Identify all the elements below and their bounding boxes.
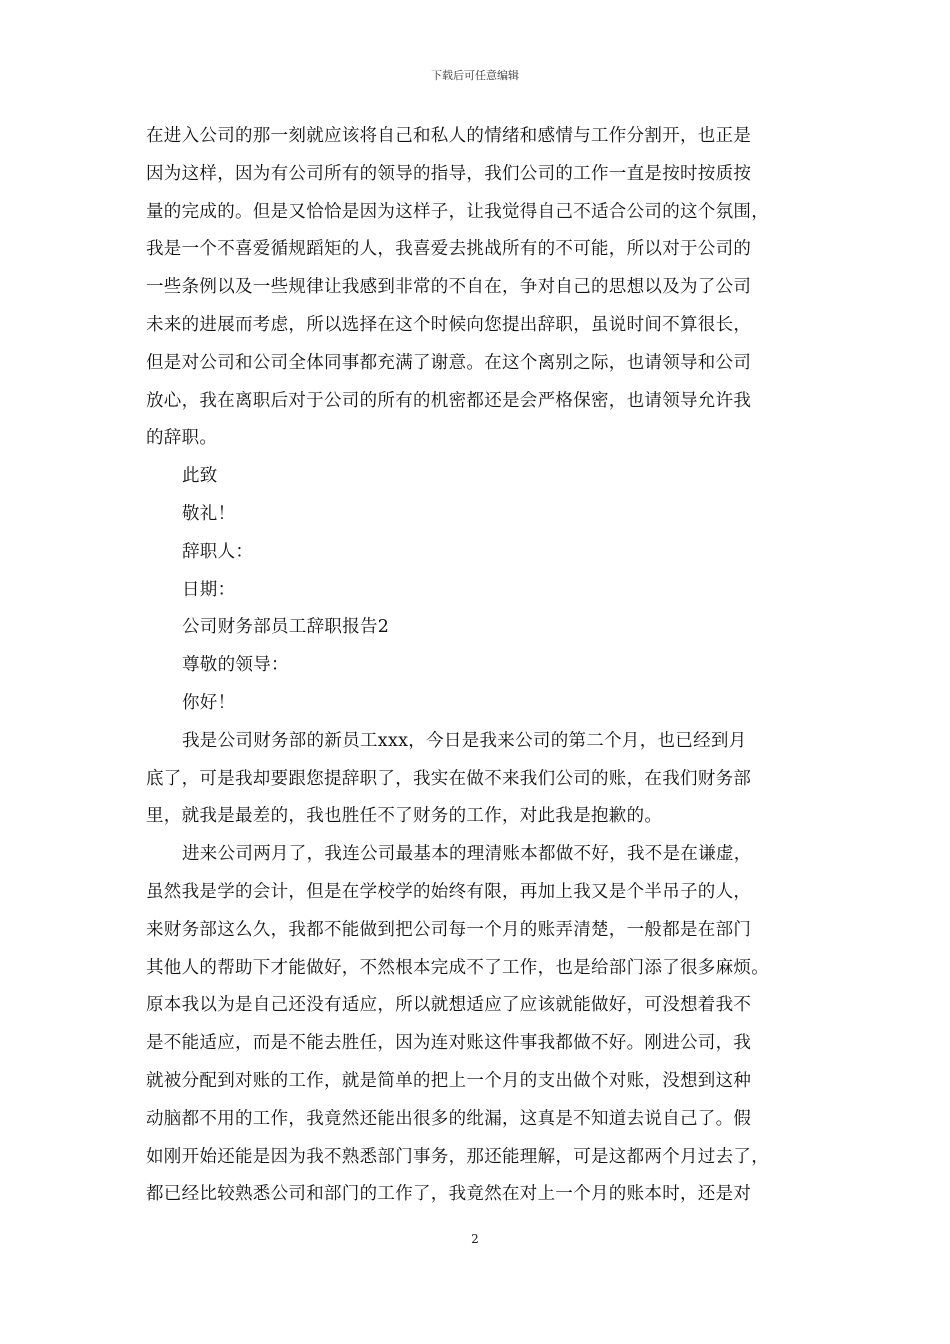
date-label: 日期：: [182, 579, 236, 600]
text-line: 因为这样，因为有公司所有的领导的指导，我们公司的工作一直是按时按质按: [146, 163, 752, 184]
text-line: 进来公司两月了，我连公司最基本的理清账本都做不好，我不是在谦虚，: [182, 844, 752, 865]
text-line: 动脑都不用的工作，我竟然还能出很多的纰漏，这真是不知道去说自己了。假: [146, 1108, 752, 1129]
text-line: 我是公司财务部的新员工xxx，今日是我来公司的第二个月，也已经到月: [182, 730, 747, 751]
text-line: 虽然我是学的会计，但是在学校学的始终有限，再加上我又是个半吊子的人，: [146, 881, 752, 902]
page-header: 下载后可任意编辑: [431, 69, 519, 82]
closing-regards: 敬礼！: [182, 503, 236, 524]
text-line: 的辞职。: [146, 428, 218, 449]
section-title: 公司财务部员工辞职报告2: [182, 617, 390, 638]
signature-label: 辞职人：: [182, 541, 254, 562]
text-line: 但是对公司和公司全体同事都充满了谢意。在这个离别之际，也请领导和公司: [146, 352, 752, 373]
text-line: 我是一个不喜爱循规蹈矩的人，我喜爱去挑战所有的不可能，所以对于公司的: [146, 239, 752, 260]
closing-salutation: 此致: [182, 466, 218, 487]
text-line: 一些条例以及一些规律让我感到非常的不自在，争对自己的思想以及为了公司: [146, 277, 752, 298]
text-line: 都已经比较熟悉公司和部门的工作了，我竟然在对上一个月的账本时，还是对: [146, 1184, 752, 1205]
page-number: 2: [471, 1232, 479, 1246]
greeting: 你好！: [182, 692, 236, 713]
text-line: 来财务部这么久，我都不能做到把公司每一个月的账弄清楚，一般都是在部门: [146, 919, 752, 940]
text-line: 里，就我是最差的，我也胜任不了财务的工作，对此我是抱歉的。: [146, 806, 663, 827]
text-line: 就被分配到对账的工作，就是简单的把上一个月的支出做个对账，没想到这种: [146, 1070, 752, 1091]
text-line: 是不能适应，而是不能去胜任，因为连对账这件事我都做不好。刚进公司，我: [146, 1033, 752, 1054]
text-line: 原本我以为是自己还没有适应，所以就想适应了应该就能做好，可没想着我不: [146, 995, 752, 1016]
text-line: 在进入公司的那一刻就应该将自己和私人的情绪和感情与工作分割开，也正是: [146, 126, 752, 146]
text-line: 未来的进展而考虑，所以选择在这个时候向您提出辞职，虽说时间不算很长，: [146, 314, 752, 335]
document-body: [146, 118, 811, 1214]
text-line: 量的完成的。但是又恰恰是因为这样子，让我觉得自己不适合公司的这个氛围，: [146, 201, 769, 222]
text-line: 底了，可是我却要跟您提辞职了，我实在做不来我们公司的账，在我们财务部: [146, 768, 752, 789]
greeting-recipient: 尊敬的领导：: [182, 655, 289, 676]
text-line: 其他人的帮助下才能做好，不然根本完成不了工作，也是给部门添了很多麻烦。: [146, 957, 769, 978]
text-line: 如刚开始还能是因为我不熟悉部门事务，那还能理解，可是这都两个月过去了，: [146, 1146, 769, 1167]
text-line: 放心，我在离职后对于公司的所有的机密都还是会严格保密，也请领导允许我: [146, 390, 752, 411]
